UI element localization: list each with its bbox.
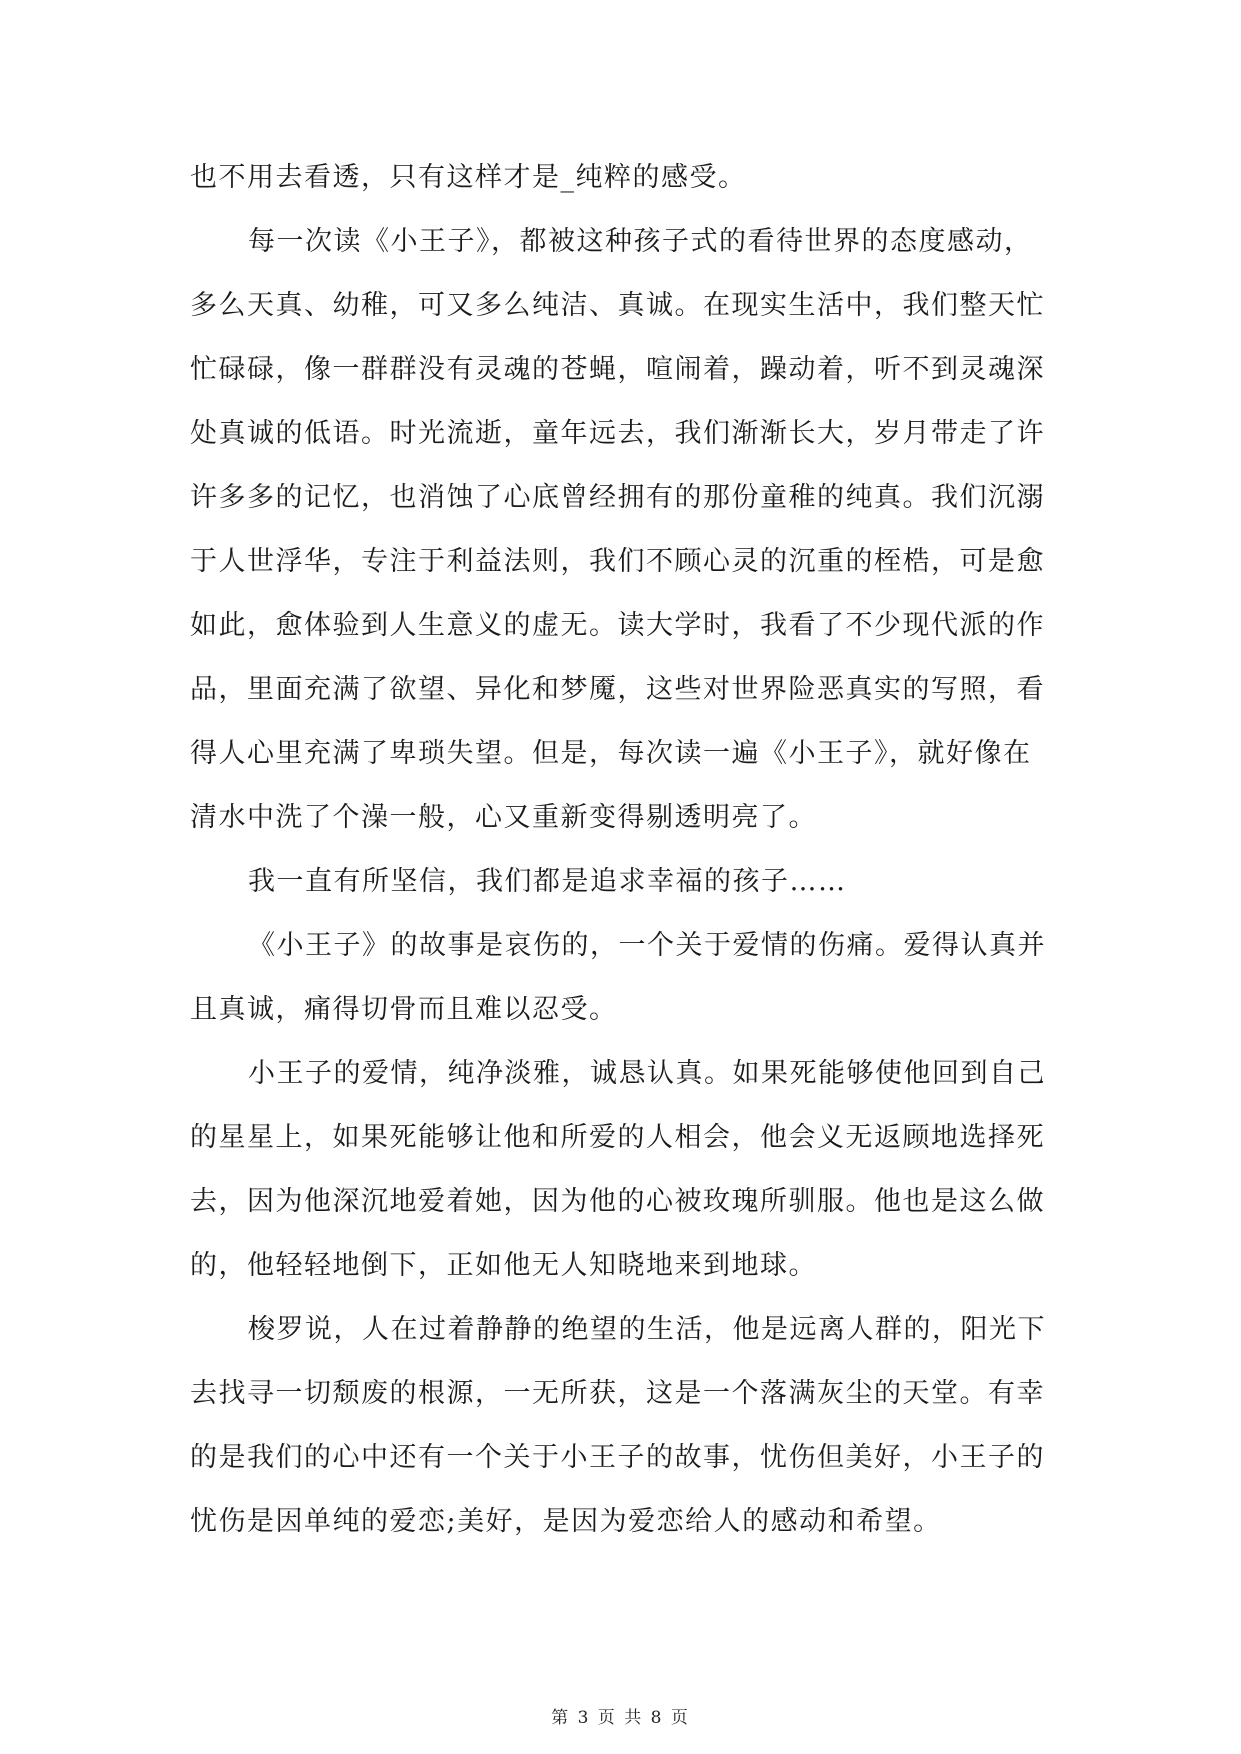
paragraph-line: 《小王子》的故事是哀伤的，一个关于爱情的伤痛。爱得认真并 [248, 930, 1046, 961]
paragraph-line: 得人心里充满了卑琐失望。但是，每次读一遍《小王子》，就好像在 [190, 738, 1032, 769]
paragraph-line: 忙碌碌，像一群群没有灵魂的苍蝇，喧闹着，躁动着，听不到灵魂深 [190, 354, 1045, 385]
paragraph-line: 每一次读《小王子》，都被这种孩子式的看待世界的态度感动， [248, 226, 1033, 257]
paragraph-line: 小王子的爱情，纯净淡雅，诚恳认真。如果死能够使他回到自己 [248, 1058, 1046, 1089]
paragraph-line: 去，因为他深沉地爱着她，因为他的心被玫瑰所驯服。他也是这么做 [190, 1186, 1045, 1217]
paragraph-line: 品，里面充满了欲望、异化和梦魇，这些对世界险恶真实的写照，看 [190, 674, 1045, 705]
paragraph-line: 许多多的记忆，也消蚀了心底曾经拥有的那份童稚的纯真。我们沉溺 [190, 482, 1045, 513]
paragraph-line: 如此，愈体验到人生意义的虚无。读大学时，我看了不少现代派的作 [190, 610, 1045, 641]
paragraph-line: 处真诚的低语。时光流逝，童年远去，我们渐渐长大，岁月带走了许 [190, 418, 1045, 449]
paragraph-line: 梭罗说，人在过着静静的绝望的生活，他是远离人群的，阳光下 [248, 1314, 1046, 1345]
paragraph-line: 于人世浮华，专注于利益法则，我们不顾心灵的沉重的桎梏，可是愈 [190, 546, 1045, 577]
paragraph-line: 且真诚，痛得切骨而且难以忍受。 [190, 994, 618, 1025]
paragraph-line: 的，他轻轻地倒下，正如他无人知晓地来到地球。 [190, 1250, 817, 1281]
paragraph-line: 我一直有所坚信，我们都是追求幸福的孩子…… [248, 866, 847, 897]
page-footer: 第 3 页 共 8 页 [551, 1708, 690, 1728]
paragraph-line: 多么天真、幼稚，可又多么纯洁、真诚。在现实生活中，我们整天忙 [190, 290, 1045, 321]
paragraph-line: 清水中洗了个澡一般，心又重新变得剔透明亮了。 [190, 802, 817, 833]
paragraph-line: 也不用去看透，只有这样才是_纯粹的感受。 [190, 162, 747, 193]
paragraph-line: 的星星上，如果死能够让他和所爱的人相会，他会义无返顾地选择死 [190, 1122, 1045, 1153]
paragraph-line: 忧伤是因单纯的爱恋;美好，是因为爱恋给人的感动和希望。 [190, 1506, 942, 1537]
paragraph-line: 的是我们的心中还有一个关于小王子的故事，忧伤但美好，小王子的 [190, 1442, 1045, 1473]
paragraph-line: 去找寻一切颓废的根源，一无所获，这是一个落满灰尘的天堂。有幸 [190, 1378, 1045, 1409]
